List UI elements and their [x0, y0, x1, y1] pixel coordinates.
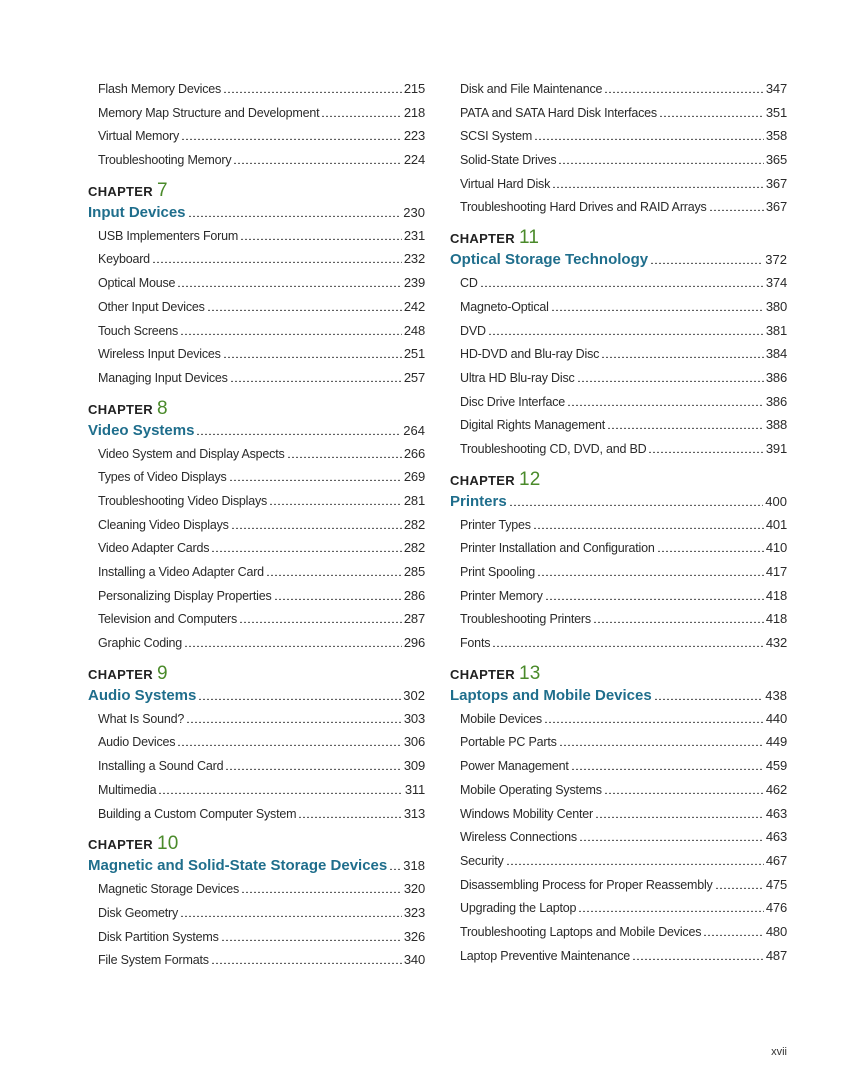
entry-title[interactable]: CD — [460, 276, 478, 291]
chapter-title[interactable]: Video Systems — [88, 421, 195, 439]
dot-leader — [241, 883, 402, 893]
toc-entry[interactable] — [450, 413, 787, 437]
entry-page-number: 231 — [403, 227, 425, 243]
dot-leader — [177, 277, 402, 287]
toc-entry[interactable] — [450, 873, 787, 897]
toc-entry[interactable] — [88, 707, 425, 731]
toc-entry[interactable] — [450, 513, 787, 537]
entry-title[interactable]: Optical Mouse — [98, 276, 176, 291]
entry-title[interactable]: Disk and File Maintenance — [460, 82, 603, 96]
entry-title[interactable]: Touch Screens — [98, 323, 179, 338]
entry-title[interactable]: Windows Mobility Center — [460, 806, 593, 821]
dot-leader — [389, 860, 401, 870]
chapter-label — [450, 663, 787, 685]
chapter-word: CHAPTER — [450, 666, 515, 682]
toc-entry[interactable] — [450, 124, 787, 148]
chapter-page-number: 318 — [403, 858, 425, 874]
entry-page-number: 410 — [765, 540, 787, 556]
entry-title[interactable]: Security — [460, 853, 504, 868]
toc-entry[interactable] — [88, 342, 425, 366]
toc-entry[interactable] — [450, 754, 787, 778]
chapter-title-row[interactable] — [88, 202, 425, 224]
toc-entry[interactable] — [450, 631, 787, 655]
entry-page-number: 323 — [403, 904, 425, 920]
chapter-title-row[interactable] — [88, 685, 425, 707]
toc-entry[interactable] — [88, 366, 425, 390]
dot-leader — [321, 107, 402, 117]
entry-page-number: 367 — [765, 199, 787, 215]
dot-leader — [650, 254, 763, 264]
toc-entry[interactable] — [450, 342, 787, 366]
entry-title[interactable]: Troubleshooting Hard Drives and RAID Arrays — [460, 200, 707, 215]
dot-leader — [211, 542, 402, 552]
entry-title[interactable]: Other Input Devices — [98, 299, 205, 314]
entry-title[interactable]: USB Implementers Forum — [98, 228, 239, 243]
entry-title[interactable]: Building a Custom Computer System — [98, 806, 297, 821]
entry-page-number: 287 — [403, 611, 425, 627]
dot-leader — [221, 931, 402, 941]
entry-title[interactable]: Magnetic Storage Devices — [98, 882, 240, 897]
entry-page-number: 257 — [403, 369, 425, 385]
dot-leader — [506, 855, 764, 865]
entry-page-number: 374 — [765, 275, 787, 291]
toc-entry[interactable] — [450, 584, 787, 608]
toc-entry[interactable] — [88, 319, 425, 343]
entry-title[interactable]: Wireless Connections — [460, 830, 577, 845]
entry-page-number: 476 — [765, 900, 787, 916]
chapter-label — [88, 180, 425, 202]
dot-leader — [298, 808, 402, 818]
chapter-word: CHAPTER — [88, 183, 153, 199]
dot-leader — [577, 372, 764, 382]
entry-page-number: 251 — [403, 346, 425, 362]
chapter-number: 10 — [156, 833, 179, 855]
entry-page-number: 367 — [765, 175, 787, 191]
toc-entry[interactable] — [88, 754, 425, 778]
entry-title[interactable]: DVD — [460, 323, 486, 338]
entry-page-number: 281 — [403, 492, 425, 508]
toc-entry[interactable] — [450, 195, 787, 219]
entry-title[interactable]: Wireless Input Devices — [98, 347, 221, 362]
toc-entry[interactable] — [450, 295, 787, 319]
entry-page-number: 285 — [403, 564, 425, 579]
entry-page-number: 282 — [403, 516, 425, 532]
chapter-title[interactable]: Magnetic and Solid-State Storage Devices — [88, 857, 388, 875]
dot-leader — [181, 130, 402, 140]
entry-title[interactable]: Laptop Preventive Maintenance — [460, 948, 631, 963]
entry-page-number: 232 — [403, 251, 425, 267]
toc-entry[interactable] — [450, 366, 787, 390]
dot-leader — [559, 736, 764, 746]
entry-page-number: 358 — [765, 128, 787, 144]
toc-entry[interactable] — [88, 778, 425, 802]
dot-leader — [186, 713, 402, 723]
chapter-page-number: 400 — [765, 493, 787, 509]
dot-leader — [240, 230, 402, 240]
toc-entry[interactable] — [88, 607, 425, 631]
entry-page-number: 386 — [765, 393, 787, 409]
dot-leader — [533, 519, 764, 529]
entry-page-number: 417 — [765, 564, 787, 579]
entry-page-number: 311 — [404, 781, 425, 797]
chapter-word: CHAPTER — [450, 231, 515, 247]
entry-page-number: 384 — [765, 346, 787, 362]
toc-entry[interactable] — [88, 124, 425, 148]
dot-leader — [287, 448, 402, 458]
entry-title[interactable]: Power Management — [460, 759, 569, 774]
toc-entry[interactable] — [88, 295, 425, 319]
dot-leader — [509, 496, 764, 506]
toc-entry[interactable] — [88, 584, 425, 608]
dot-leader — [158, 784, 402, 794]
dot-leader — [567, 396, 764, 406]
entry-page-number: 223 — [403, 128, 425, 144]
entry-title[interactable]: Troubleshooting CD, DVD, and BD — [460, 441, 647, 456]
dot-leader — [534, 130, 764, 140]
entry-page-number: 462 — [765, 781, 787, 797]
toc-entry[interactable] — [88, 271, 425, 295]
dot-leader — [593, 613, 764, 623]
entry-page-number: 391 — [765, 440, 787, 456]
dot-leader — [188, 207, 402, 217]
toc-entry[interactable] — [450, 607, 787, 631]
entry-page-number: 386 — [765, 369, 787, 385]
toc-entry[interactable] — [88, 224, 425, 248]
entry-page-number: 418 — [765, 611, 787, 627]
entry-page-number: 320 — [403, 881, 425, 897]
entry-title[interactable]: Portable PC Parts — [460, 735, 557, 750]
entry-page-number: 286 — [403, 587, 425, 603]
dot-leader — [607, 419, 764, 429]
dot-leader — [211, 954, 402, 964]
entry-page-number: 239 — [403, 275, 425, 291]
entry-page-number: 432 — [765, 635, 787, 651]
entry-title[interactable]: Digital Rights Management — [460, 418, 606, 433]
entry-title[interactable]: Disc Drive Interface — [460, 394, 566, 409]
entry-page-number: 266 — [403, 445, 425, 461]
chapter-title-row[interactable] — [88, 855, 425, 877]
entry-page-number: 340 — [403, 952, 425, 968]
entry-page-number: 242 — [403, 298, 425, 314]
entry-page-number: 282 — [403, 540, 425, 556]
entry-page-number: 218 — [403, 104, 425, 120]
entry-title[interactable]: Troubleshooting Laptops and Mobile Devices — [460, 924, 702, 939]
toc-entry[interactable] — [450, 77, 787, 101]
chapter-title[interactable]: Input Devices — [88, 203, 186, 221]
chapter-title-row[interactable] — [450, 491, 787, 513]
toc-entry[interactable] — [88, 77, 425, 101]
toc-entry[interactable] — [450, 707, 787, 731]
dot-leader — [552, 178, 764, 188]
entry-title[interactable]: Printer Types — [460, 517, 531, 532]
chapter-title[interactable]: Printers — [450, 492, 507, 510]
dot-leader — [604, 83, 764, 93]
entry-title[interactable]: Keyboard — [98, 252, 150, 267]
toc-entry[interactable] — [450, 849, 787, 873]
toc-entry[interactable] — [88, 925, 425, 949]
entry-page-number: 347 — [765, 81, 787, 96]
chapter-number: 13 — [518, 662, 541, 684]
entry-page-number: 459 — [765, 758, 787, 774]
entry-title[interactable]: Mobile Operating Systems — [460, 782, 602, 797]
entry-title[interactable]: Virtual Memory — [98, 129, 180, 144]
entry-title[interactable]: Troubleshooting Printers — [460, 612, 591, 627]
chapter-word: CHAPTER — [450, 472, 515, 488]
dot-leader — [715, 879, 764, 889]
dot-leader — [492, 637, 764, 647]
dot-leader — [571, 760, 764, 770]
entry-title[interactable]: What Is Sound? — [98, 711, 185, 726]
toc-right-column — [450, 77, 787, 967]
toc-entry[interactable] — [88, 101, 425, 125]
entry-title[interactable]: Graphic Coding — [98, 636, 183, 651]
entry-page-number: 296 — [403, 635, 425, 651]
dot-leader — [632, 950, 764, 960]
entry-title[interactable]: Multimedia — [98, 782, 157, 797]
entry-title[interactable]: Video Adapter Cards — [98, 541, 210, 556]
entry-title[interactable]: Memory Map Structure and Development — [98, 105, 320, 120]
toc-entry[interactable] — [88, 247, 425, 271]
dot-leader — [177, 736, 402, 746]
entry-title[interactable]: Printer Installation and Configuration — [460, 541, 655, 556]
entry-title[interactable]: Disk Geometry — [98, 905, 179, 920]
toc-entry[interactable] — [88, 536, 425, 560]
chapter-word: CHAPTER — [88, 401, 153, 417]
chapter-page-number: 230 — [403, 204, 425, 220]
entry-page-number: 303 — [403, 710, 425, 726]
dot-leader — [233, 154, 402, 164]
toc-left-column — [88, 77, 425, 972]
toc-entry[interactable] — [450, 802, 787, 826]
entry-title[interactable]: Print Spooling — [460, 565, 536, 579]
entry-title[interactable]: Fonts — [460, 636, 491, 651]
toc-entry[interactable] — [450, 148, 787, 172]
chapter-title-row[interactable] — [450, 685, 787, 707]
toc-entry[interactable] — [88, 901, 425, 925]
entry-title[interactable]: HD-DVD and Blu-ray Disc — [460, 347, 600, 362]
entry-title[interactable]: Types of Video Displays — [98, 470, 227, 485]
dot-leader — [184, 637, 402, 647]
entry-title[interactable]: Installing a Video Adapter Card — [98, 565, 264, 579]
entry-title[interactable]: Troubleshooting Memory — [98, 153, 232, 168]
entry-page-number: 351 — [765, 104, 787, 120]
entry-page-number: 309 — [403, 758, 425, 774]
chapter-number: 12 — [518, 468, 541, 490]
dot-leader — [578, 902, 764, 912]
dot-leader — [196, 425, 401, 435]
dot-leader — [198, 690, 401, 700]
chapter-page-number: 264 — [403, 422, 425, 438]
dot-leader — [558, 154, 763, 164]
toc-entry[interactable] — [450, 944, 787, 968]
toc-entry[interactable] — [88, 560, 425, 584]
toc-entry[interactable] — [450, 730, 787, 754]
chapter-label — [88, 833, 425, 855]
chapter-title-row[interactable] — [88, 420, 425, 442]
toc-entry[interactable] — [450, 920, 787, 944]
entry-page-number: 480 — [765, 923, 787, 939]
entry-title[interactable]: SCSI System — [460, 129, 533, 144]
chapter-page-number: 372 — [765, 252, 787, 268]
chapter-number: 11 — [518, 227, 540, 249]
dot-leader — [230, 372, 402, 382]
chapter-label — [88, 663, 425, 685]
dot-leader — [659, 107, 764, 117]
entry-page-number: 463 — [765, 805, 787, 821]
entry-page-number: 401 — [765, 516, 787, 532]
entry-title[interactable]: Virtual Hard Disk — [460, 176, 551, 191]
entry-page-number: 306 — [403, 734, 425, 750]
entry-title[interactable]: Magneto-Optical — [460, 299, 549, 314]
page-number: xvii — [771, 1046, 787, 1058]
chapter-page-number: 438 — [765, 687, 787, 703]
dot-leader — [207, 301, 402, 311]
chapter-label — [88, 398, 425, 420]
entry-title[interactable]: PATA and SATA Hard Disk Interfaces — [460, 105, 657, 120]
entry-title[interactable]: Mobile Devices — [460, 711, 542, 726]
toc-entry[interactable] — [88, 948, 425, 972]
dot-leader — [180, 907, 402, 917]
dot-leader — [269, 495, 402, 505]
entry-title[interactable]: Television and Computers — [98, 612, 238, 627]
dot-leader — [654, 690, 764, 700]
dot-leader — [488, 325, 764, 335]
toc-entry[interactable] — [450, 778, 787, 802]
toc-entry[interactable] — [450, 896, 787, 920]
entry-page-number: 313 — [403, 805, 425, 821]
entry-title[interactable]: Disassembling Process for Proper Reassembly — [460, 877, 713, 892]
dot-leader — [579, 831, 764, 841]
entry-page-number: 467 — [765, 852, 787, 868]
dot-leader — [180, 325, 402, 335]
toc-entry[interactable] — [450, 172, 787, 196]
toc-entry[interactable] — [450, 101, 787, 125]
entry-title[interactable]: Personalizing Display Properties — [98, 588, 272, 603]
chapter-label — [450, 469, 787, 491]
dot-leader — [595, 808, 764, 818]
dot-leader — [551, 301, 764, 311]
entry-page-number: 418 — [765, 587, 787, 603]
dot-leader — [223, 348, 402, 358]
toc-entry[interactable] — [88, 513, 425, 537]
dot-leader — [604, 784, 764, 794]
dot-leader — [223, 83, 402, 93]
dot-leader — [274, 590, 402, 600]
chapter-title-row[interactable] — [450, 249, 787, 271]
chapter-word: CHAPTER — [88, 837, 153, 853]
entry-page-number: 365 — [765, 152, 787, 168]
toc-entry[interactable] — [88, 489, 425, 513]
entry-page-number: 463 — [765, 829, 787, 845]
dot-leader — [480, 277, 764, 287]
entry-page-number: 388 — [765, 417, 787, 433]
entry-page-number: 380 — [765, 298, 787, 314]
entry-page-number: 440 — [765, 710, 787, 726]
entry-page-number: 381 — [765, 322, 787, 338]
chapter-number: 7 — [156, 179, 168, 201]
entry-page-number: 326 — [403, 928, 425, 944]
chapter-word: CHAPTER — [88, 666, 153, 682]
dot-leader — [709, 201, 764, 211]
toc-entry[interactable] — [450, 319, 787, 343]
entry-title[interactable]: Installing a Sound Card — [98, 759, 224, 774]
dot-leader — [266, 566, 402, 576]
dot-leader — [152, 253, 402, 263]
entry-title[interactable]: Flash Memory Devices — [98, 82, 222, 96]
entry-title[interactable]: Ultra HD Blu-ray Disc — [460, 370, 575, 385]
entry-title[interactable]: File System Formats — [98, 953, 209, 968]
toc-entry[interactable] — [88, 877, 425, 901]
chapter-page-number: 302 — [403, 687, 425, 703]
dot-leader — [703, 926, 764, 936]
chapter-title[interactable]: Laptops and Mobile Devices — [450, 686, 652, 704]
entry-page-number: 449 — [765, 734, 787, 750]
toc-entry[interactable] — [88, 465, 425, 489]
dot-leader — [545, 590, 764, 600]
entry-page-number: 224 — [403, 152, 425, 168]
entry-title[interactable]: Managing Input Devices — [98, 370, 228, 385]
entry-title[interactable]: Printer Memory — [460, 588, 543, 603]
entry-page-number: 487 — [765, 947, 787, 963]
chapter-title[interactable]: Audio Systems — [88, 686, 197, 704]
toc-entry[interactable] — [450, 825, 787, 849]
dot-leader — [648, 443, 763, 453]
entry-title[interactable]: Video System and Display Aspects — [98, 446, 285, 461]
toc-entry[interactable] — [450, 437, 787, 461]
entry-page-number: 248 — [403, 322, 425, 338]
chapter-number: 9 — [156, 662, 168, 684]
dot-leader — [657, 542, 764, 552]
entry-title[interactable]: Disk Partition Systems — [98, 929, 219, 944]
toc-entry[interactable] — [88, 442, 425, 466]
toc-entry[interactable] — [88, 730, 425, 754]
dot-leader — [225, 760, 402, 770]
dot-leader — [229, 471, 402, 481]
entry-title[interactable]: Upgrading the Laptop — [460, 901, 577, 916]
dot-leader — [544, 713, 764, 723]
dot-leader — [537, 566, 764, 576]
toc-entry[interactable] — [450, 560, 787, 584]
toc-entry[interactable] — [88, 631, 425, 655]
dot-leader — [239, 613, 402, 623]
dot-leader — [601, 348, 764, 358]
chapter-label — [450, 227, 787, 249]
toc-entry[interactable] — [88, 802, 425, 826]
entry-title[interactable]: Solid-State Drives — [460, 153, 557, 168]
entry-title[interactable]: Audio Devices — [98, 735, 176, 750]
toc-entry[interactable] — [450, 536, 787, 560]
entry-page-number: 475 — [765, 876, 787, 892]
entry-page-number: 269 — [403, 469, 425, 485]
toc-entry[interactable] — [450, 390, 787, 414]
entry-title[interactable]: Troubleshooting Video Displays — [98, 493, 268, 508]
entry-page-number: 215 — [403, 81, 425, 96]
toc-entry[interactable] — [450, 271, 787, 295]
entry-title[interactable]: Cleaning Video Displays — [98, 517, 229, 532]
toc-entry[interactable] — [88, 148, 425, 172]
chapter-title[interactable]: Optical Storage Technology — [450, 251, 649, 269]
dot-leader — [231, 519, 402, 529]
chapter-number: 8 — [156, 397, 168, 419]
